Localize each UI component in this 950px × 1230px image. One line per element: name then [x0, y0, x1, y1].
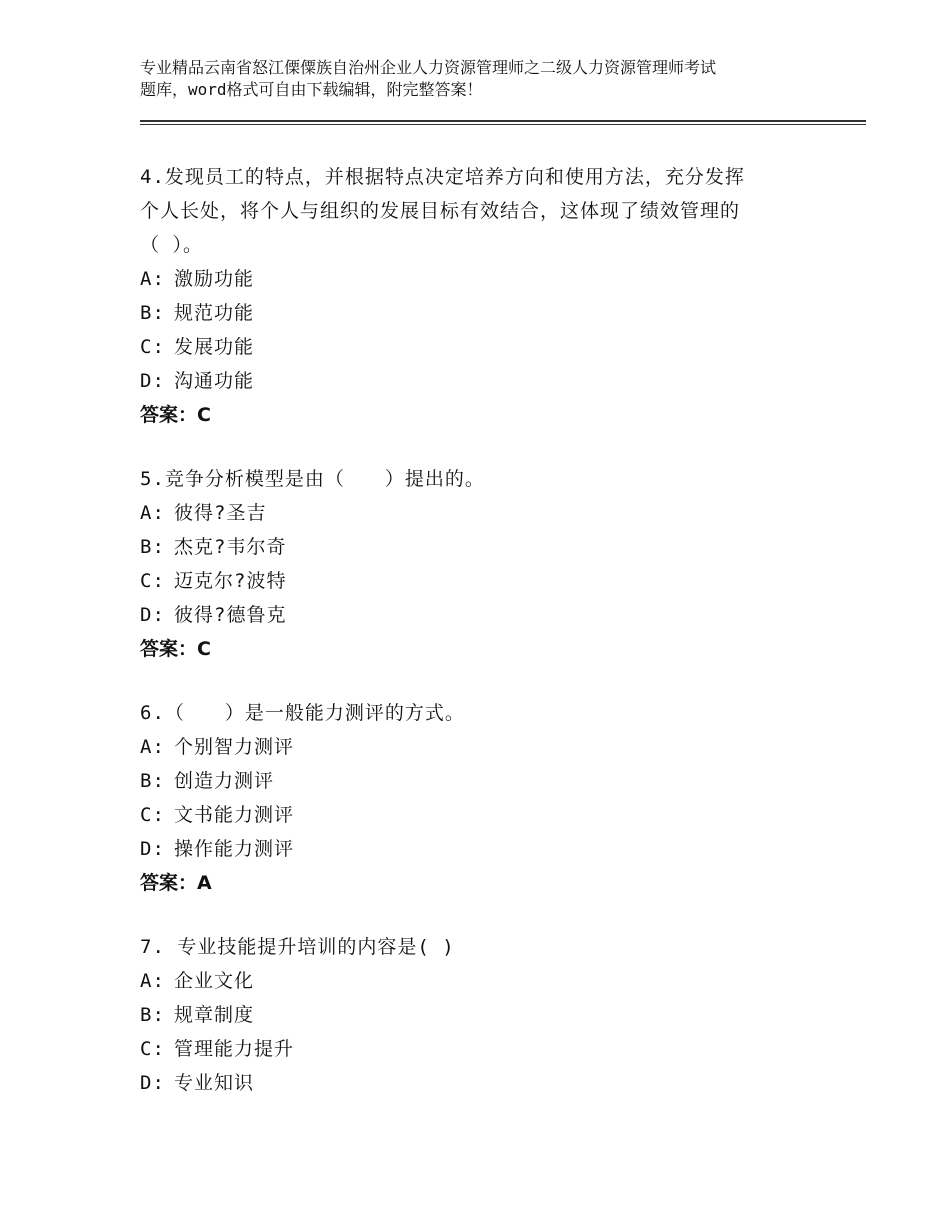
- header-line-2: 题库，word格式可自由下载编辑，附完整答案！: [140, 80, 483, 99]
- header-line-1: 专业精品云南省怒江傈僳族自治州企业人力资源管理师之二级人力资源管理师考试: [140, 58, 717, 77]
- option-a: [140, 262, 830, 296]
- option-letter: A:: [140, 736, 165, 758]
- answer-label: 答案：A: [140, 872, 212, 894]
- option-text: 创造力测评: [174, 770, 275, 792]
- stem-line: 个人长处，将个人与组织的发展目标有效结合，这体现了绩效管理的: [140, 200, 741, 222]
- option-c: [140, 798, 830, 832]
- answer-label: 答案：C: [140, 404, 211, 426]
- option-letter: A:: [140, 268, 165, 290]
- option-letter: C:: [140, 804, 165, 826]
- option-text: 彼得?圣吉: [174, 502, 267, 524]
- option-letter: A:: [140, 502, 165, 524]
- option-d: [140, 598, 830, 632]
- option-letter: B:: [140, 770, 165, 792]
- question-4: [140, 160, 830, 432]
- option-text: 操作能力测评: [174, 838, 295, 860]
- question-6: [140, 696, 830, 900]
- stem-line: 7. 专业技能提升培训的内容是( ): [140, 936, 455, 958]
- option-letter: D:: [140, 838, 165, 860]
- question-stem: [140, 462, 830, 496]
- question-7: [140, 930, 830, 1100]
- option-d: [140, 364, 830, 398]
- option-text: 迈克尔?波特: [174, 570, 287, 592]
- option-c: [140, 564, 830, 598]
- header-divider-thick: [140, 120, 866, 122]
- question-5: [140, 462, 830, 666]
- option-b: [140, 998, 830, 1032]
- option-a: [140, 964, 830, 998]
- option-letter: D:: [140, 1072, 165, 1094]
- header-divider-thin: [140, 124, 866, 125]
- option-text: 发展功能: [174, 336, 255, 358]
- option-letter: C:: [140, 336, 165, 358]
- answer-label: 答案：C: [140, 638, 211, 660]
- option-b: [140, 764, 830, 798]
- option-text: 沟通功能: [174, 370, 255, 392]
- option-text: 企业文化: [174, 970, 255, 992]
- question-list: [140, 160, 830, 1130]
- option-b: [140, 530, 830, 564]
- stem-line: 4.发现员工的特点，并根据特点决定培养方向和使用方法，充分发挥: [140, 166, 745, 188]
- option-c: [140, 1032, 830, 1066]
- option-letter: D:: [140, 370, 165, 392]
- document-header: [140, 57, 840, 101]
- option-text: 管理能力提升: [174, 1038, 295, 1060]
- option-d: [140, 1066, 830, 1100]
- option-a: [140, 730, 830, 764]
- question-stem: [140, 696, 830, 730]
- option-text: 杰克?韦尔奇: [174, 536, 287, 558]
- question-stem: [140, 930, 830, 964]
- option-c: [140, 330, 830, 364]
- option-letter: B:: [140, 1004, 165, 1026]
- option-letter: B:: [140, 536, 165, 558]
- option-letter: C:: [140, 570, 165, 592]
- option-letter: C:: [140, 1038, 165, 1060]
- stem-line: 6.（ ）是一般能力测评的方式。: [140, 702, 465, 724]
- option-text: 激励功能: [174, 268, 255, 290]
- option-d: [140, 832, 830, 866]
- option-text: 专业知识: [174, 1072, 255, 1094]
- option-text: 个别智力测评: [174, 736, 295, 758]
- option-text: 文书能力测评: [174, 804, 295, 826]
- stem-line: 5.竞争分析模型是由（ ）提出的。: [140, 468, 485, 490]
- option-letter: B:: [140, 302, 165, 324]
- option-a: [140, 496, 830, 530]
- option-letter: A:: [140, 970, 165, 992]
- option-text: 彼得?德鲁克: [174, 604, 287, 626]
- option-text: 规章制度: [174, 1004, 255, 1026]
- stem-line: （ ）。: [140, 234, 203, 256]
- option-letter: D:: [140, 604, 165, 626]
- option-b: [140, 296, 830, 330]
- option-text: 规范功能: [174, 302, 255, 324]
- question-stem: [140, 160, 830, 262]
